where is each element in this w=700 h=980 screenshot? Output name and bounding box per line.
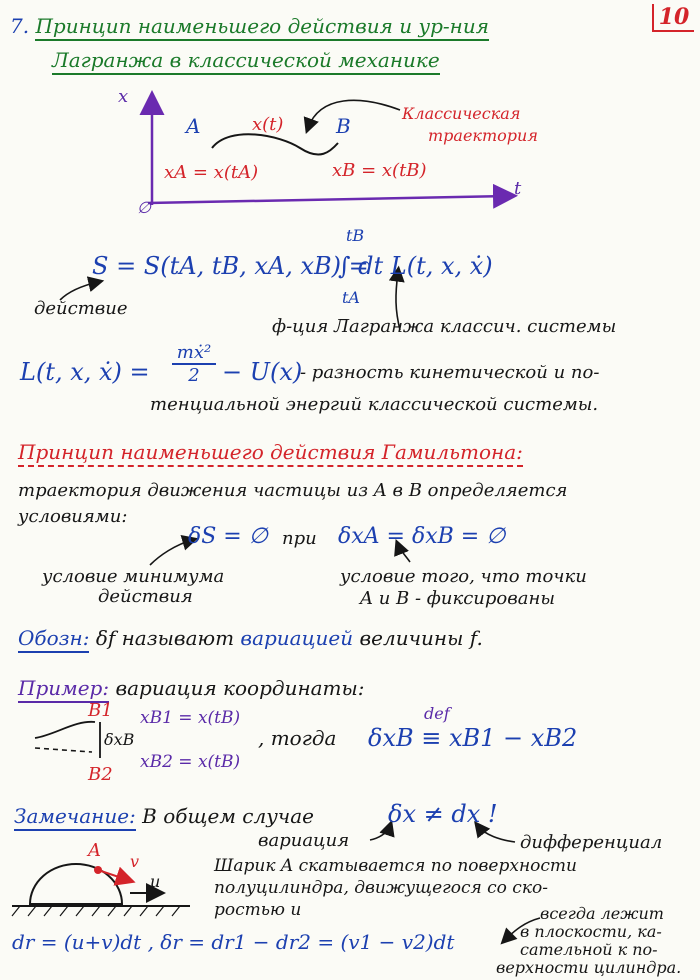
remark-formula: δx ≠ dx ! xyxy=(388,800,498,828)
integral-lower-limit: tA xyxy=(342,288,360,307)
example-curve xyxy=(35,722,95,738)
notation-text-3: величины f. xyxy=(359,626,483,650)
lagrangian-numerator: mẋ² xyxy=(172,342,216,365)
condition-1: δS = ∅ xyxy=(188,524,268,549)
classic-label-1: Классическая xyxy=(402,104,521,123)
example-text: вариация координаты: xyxy=(115,676,365,700)
cylinder-velocity-label: u xyxy=(150,872,161,891)
action-label: действие xyxy=(34,298,128,319)
example-dash xyxy=(35,748,92,752)
lagrange-function-label: ф-ция Лагранжа классич. системы xyxy=(272,316,617,337)
curve-label: x(t) xyxy=(252,114,284,135)
hamilton-title-text: Принцип наименьшего действия Гамильтона: xyxy=(18,440,523,467)
classic-arrow xyxy=(308,100,400,128)
example-label: Пример: xyxy=(18,676,109,703)
note-fixed-2: A и B - фиксированы xyxy=(360,588,555,609)
lagrangian-desc-1: - разность кинетической и по- xyxy=(300,362,600,383)
action-formula: S = S(tA, tB, xA, xB) = xyxy=(92,252,369,280)
example-b2: B2 xyxy=(88,764,113,785)
notation-line xyxy=(18,626,483,650)
page-number: 10 xyxy=(652,4,694,32)
example-xb2: xB2 = x(tB) xyxy=(140,752,241,772)
lagrangian-denominator: 2 xyxy=(188,365,200,386)
example-def: def xyxy=(424,704,450,723)
ball-label: A xyxy=(88,840,101,861)
lagrangian-rest: − U(x) xyxy=(222,358,303,386)
axis-y-label: x xyxy=(118,86,129,107)
section-title-text-1: Принцип наименьшего действия и ур-ния xyxy=(35,14,489,41)
remark-label: Замечание: xyxy=(14,804,136,831)
side-note-1: всегда лежит xyxy=(540,904,664,923)
notation-text-1: δf называют xyxy=(95,626,235,650)
notation-text-2: вариацией xyxy=(240,626,354,650)
lagrangian-fraction xyxy=(172,342,216,386)
example-formula: δxB ≡ xB1 − xB2 xyxy=(368,724,578,752)
hamilton-text-2: условиями: xyxy=(18,506,128,527)
axis-x-label: t xyxy=(514,178,522,199)
variation-arrow xyxy=(370,826,390,840)
min-cond-arrow xyxy=(150,540,192,565)
remark-variation: вариация xyxy=(258,830,350,851)
remark-differential: дифференциал xyxy=(520,832,663,853)
origin-label: ∅ xyxy=(137,198,151,217)
point-a-label: A xyxy=(186,114,201,138)
action-integral: ∫ dt L(t, x, ẋ) xyxy=(338,252,493,280)
ground-hatch xyxy=(12,906,180,916)
half-cylinder xyxy=(30,864,122,904)
ball-velocity-label: v xyxy=(130,852,140,871)
ball-velocity-arrow xyxy=(98,870,128,880)
example-b1: B1 xyxy=(88,700,113,721)
integral-upper-limit: tB xyxy=(346,226,365,245)
example-then: , тогда xyxy=(258,726,337,750)
condition-2: δxA = δxB = ∅ xyxy=(338,524,506,549)
example-xb1: xB1 = x(tB) xyxy=(140,708,241,728)
xb-equation: xB = x(tB) xyxy=(332,160,427,181)
differential-arrow xyxy=(478,826,515,842)
lagrangian-lhs: L(t, x, ẋ) = xyxy=(20,358,150,386)
side-note-3: сательной к по- xyxy=(520,940,658,959)
hamilton-title xyxy=(18,440,523,464)
point-b-label: B xyxy=(336,114,351,138)
remark-line xyxy=(14,804,314,828)
section-number: 7. xyxy=(10,14,30,38)
classic-label-2: траектория xyxy=(428,126,538,145)
remark-desc-1: Шарик A скатывается по поверхности xyxy=(214,856,577,876)
example-dxb: δxB xyxy=(104,730,135,749)
hamilton-text-1: траектория движения частицы из A в B определяется xyxy=(18,480,568,501)
notation-label: Обозн: xyxy=(18,626,89,653)
bottom-formula: dr = (u+v)dt , δr = dr1 − dr2 = (v1 − v2)dt xyxy=(12,930,455,954)
side-note-4: верхности цилиндра. xyxy=(496,958,682,977)
remark-desc-2: полуцилиндра, движущегося со ско- xyxy=(214,878,548,898)
example-line xyxy=(18,676,365,700)
remark-desc-3: ростью u xyxy=(214,900,302,920)
trajectory-curve xyxy=(212,134,338,154)
remark-text: В общем случае xyxy=(142,804,314,828)
lagrangian-desc-2: тенциальной энергий классической системы. xyxy=(150,394,599,415)
note-fixed-1: условие того, что точки xyxy=(340,566,587,587)
section-title-text-2: Лагранжа в классической механике xyxy=(52,48,440,75)
xa-equation: xA = x(tA) xyxy=(164,162,259,183)
condition-at: при xyxy=(282,528,317,549)
diagram1-x-axis xyxy=(148,196,508,203)
note-min-1: условие минимума xyxy=(42,566,225,587)
note-min-2: действия xyxy=(98,586,193,607)
side-note-2: в плоскости, ка- xyxy=(520,922,662,941)
